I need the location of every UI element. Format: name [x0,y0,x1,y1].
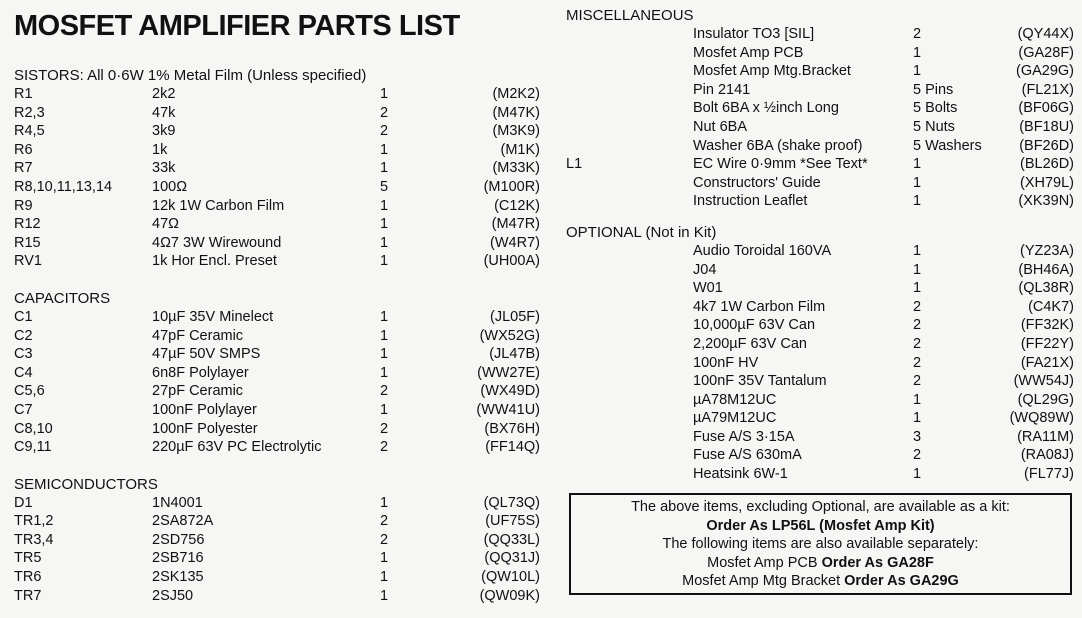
part-qty: 2 [380,513,389,530]
part-ref: L1 [566,156,583,173]
parts-row [566,446,1076,465]
part-description: 12k 1W Carbon Film [152,197,285,214]
part-description: 2SA872A [152,513,214,530]
part-code: (QL73Q) [483,494,540,511]
part-ref: C3 [14,346,33,363]
part-description: 1k [152,141,168,158]
left-column [14,66,544,605]
parts-row [14,308,544,327]
parts-row [14,141,544,160]
part-description: Instruction Leaflet [693,193,808,210]
part-code: (FL77J) [1024,466,1074,483]
part-ref: R15 [14,234,41,251]
part-description: 100nF HV [693,354,759,371]
parts-row [566,298,1076,317]
part-code: (QQ31J) [484,550,540,567]
parts-row [566,465,1076,484]
part-qty: 1 [913,391,922,408]
part-code: (M47R) [491,216,540,233]
parts-row [14,178,544,197]
part-code: (C12K) [494,197,540,214]
part-code: (M47K) [492,104,540,121]
part-qty: 1 [380,160,389,177]
part-ref: TR7 [14,587,42,604]
parts-row [566,81,1076,100]
part-qty: 2 [380,383,389,400]
parts-row [566,137,1076,156]
part-code: (WW41U) [476,401,540,418]
part-code: (FF32K) [1020,317,1074,334]
part-code: (BX76H) [484,420,540,437]
part-code: (FA21X) [1020,354,1074,371]
part-description: J04 [693,261,717,278]
parts-row [566,316,1076,335]
part-code: (QL38R) [1018,280,1074,297]
parts-row [14,327,544,346]
part-code: (M3K9) [492,123,540,140]
part-description: Nut 6BA [693,118,747,135]
part-code: (M100R) [483,178,540,195]
part-qty: 1 [380,327,389,344]
part-qty: 5 Bolts [913,100,958,117]
part-description: Washer 6BA (shake proof) [693,137,863,154]
parts-row [14,345,544,364]
optional-list [566,242,1076,484]
part-description: 3k9 [152,123,176,140]
pcb-order-code: Order As GA28F [821,554,934,571]
optional-heading: OPTIONAL (Not in Kit) [566,223,717,241]
part-description: 100nF Polyester [152,420,258,437]
parts-row [14,215,544,234]
part-ref: TR3,4 [14,531,54,548]
part-qty: 2 [913,447,922,464]
part-description: 27pF Ceramic [152,383,244,400]
part-ref: C8,10 [14,420,53,437]
part-code: (RA08J) [1020,447,1074,464]
kit-line-4 [571,554,1070,573]
parts-row [566,44,1076,63]
parts-row [566,62,1076,81]
parts-row [14,364,544,383]
kit-order-code: Order As LP56L (Mosfet Amp Kit) [706,517,935,534]
part-code: (QW10L) [481,569,540,586]
parts-row [566,428,1076,447]
part-description: Insulator TO3 [SIL] [693,26,815,42]
parts-row [14,85,544,104]
parts-row [14,512,544,531]
parts-row [566,261,1076,280]
part-qty: 1 [913,242,922,259]
part-description: 6n8F Polylayer [152,364,249,381]
part-code: (WQ89W) [1009,410,1074,427]
part-description: 47pF Ceramic [152,327,244,344]
part-description: 100nF Polylayer [152,401,257,418]
part-description: EC Wire 0·9mm *See Text* [693,156,868,173]
kit-line-3: The following items are also available separately: [662,536,979,552]
part-ref: RV1 [14,253,42,270]
part-code: (FL21X) [1021,81,1074,98]
part-qty: 1 [913,466,922,483]
part-ref: R12 [14,216,41,233]
parts-row [14,122,544,141]
part-description: Mosfet Amp PCB [693,44,804,61]
part-description: 2SB716 [152,550,204,567]
parts-row [566,242,1076,261]
part-qty: 2 [913,298,922,315]
parts-row [566,155,1076,174]
part-description: 4k7 1W Carbon Film [693,298,826,315]
part-description: Audio Toroidal 160VA [693,242,832,259]
parts-row [14,494,544,513]
part-qty: 1 [913,280,922,297]
parts-row [14,420,544,439]
part-description: Mosfet Amp Mtg.Bracket [693,63,851,80]
part-code: (WX49D) [480,383,540,400]
part-description: Bolt 6BA x ½inch Long [693,100,839,117]
capacitors-list [14,308,544,457]
part-code: (BH46A) [1018,261,1074,278]
parts-row [566,354,1076,373]
part-description: 47Ω [152,216,179,233]
part-code: (C4K7) [1028,298,1074,315]
parts-row [566,99,1076,118]
part-description: 2SD756 [152,531,205,548]
part-qty: 1 [913,44,922,61]
part-qty: 1 [913,156,922,173]
part-qty: 1 [913,63,922,80]
right-column [566,6,1076,484]
semiconductors-heading: SEMICONDUCTORS [14,475,158,493]
part-qty: 1 [380,197,389,214]
part-qty: 2 [380,439,389,456]
part-qty: 2 [913,317,922,334]
part-description: 1k Hor Encl. Preset [152,253,277,270]
part-code: (M1K) [500,141,540,158]
part-ref: TR1,2 [14,513,54,530]
part-qty: 1 [380,401,389,418]
part-description: Heatsink 6W-1 [693,466,788,483]
kit-line-5 [571,572,1070,591]
parts-row [14,104,544,123]
part-code: (BF18U) [1019,118,1074,135]
part-qty: 2 [380,531,389,548]
part-qty: 1 [380,216,389,233]
part-qty: 1 [913,410,922,427]
part-description: 10µF 35V Minelect [152,308,274,325]
part-description: 100nF 35V Tantalum [693,373,827,390]
parts-row [566,118,1076,137]
part-ref: R4,5 [14,123,45,140]
part-code: (RA11M) [1017,428,1074,445]
part-qty: 1 [380,141,389,158]
part-code: (GA29G) [1015,63,1074,80]
bracket-text: Mosfet Amp Mtg Bracket [682,573,845,589]
part-ref: C2 [14,327,33,344]
part-code: (WW27E) [477,364,540,381]
part-code: (M2K2) [492,86,540,102]
part-qty: 1 [913,174,922,191]
part-description: Fuse A/S 3·15A [693,428,795,445]
part-description: Fuse A/S 630mA [693,447,802,464]
part-ref: R9 [14,197,33,214]
part-qty: 2 [913,373,922,390]
part-description: 2,200µF 63V Can [693,335,807,352]
part-qty: 1 [380,346,389,363]
part-code: (FF14Q) [485,439,540,456]
part-qty: 1 [380,569,389,586]
part-code: (UH00A) [483,253,540,270]
part-description: 100Ω [152,178,188,195]
part-ref: TR5 [14,550,42,567]
part-description: 2k2 [152,86,176,102]
part-description: 1N4001 [152,494,203,511]
resistors-heading: SISTORS: All 0·6W 1% Metal Film (Unless specified) [14,67,367,84]
part-description: µA79M12UC [693,410,777,427]
part-code: (QQ33L) [483,531,540,548]
part-code: (YZ23A) [1020,242,1074,259]
pcb-text: Mosfet Amp PCB [707,554,822,571]
part-qty: 1 [380,587,389,604]
parts-row [14,568,544,587]
part-code: (XK39N) [1018,193,1074,210]
part-description: 4Ω7 3W Wirewound [152,234,282,251]
part-qty: 2 [913,335,922,352]
part-description: 47k [152,104,176,121]
parts-row [14,438,544,457]
capacitors-heading: CAPACITORS [14,289,111,307]
part-code: (QY44X) [1017,26,1074,42]
part-ref: C4 [14,364,33,381]
part-description: 220µF 63V PC Electrolytic [152,439,322,456]
part-qty: 5 Pins [913,81,954,98]
parts-row [566,335,1076,354]
part-description: µA78M12UC [693,391,777,408]
part-ref: TR6 [14,569,42,586]
part-qty: 5 Nuts [913,118,955,135]
parts-row [14,382,544,401]
part-description: 47µF 50V SMPS [152,346,261,363]
part-ref: R2,3 [14,104,45,121]
part-description: 2SK135 [152,569,204,586]
parts-row [14,531,544,550]
part-qty: 1 [913,193,922,210]
part-qty: 5 [380,178,389,195]
part-qty: 1 [380,86,389,102]
parts-row [566,192,1076,211]
part-code: (FF22Y) [1020,335,1074,352]
parts-row [14,252,544,271]
semiconductors-list [14,494,544,606]
parts-row [566,25,1076,44]
miscellaneous-list [566,25,1076,211]
kit-info-box [569,493,1072,595]
bracket-order-code: Order As GA29G [844,573,959,589]
part-qty: 1 [380,253,389,270]
part-ref: R6 [14,141,33,158]
part-qty: 1 [380,308,389,325]
part-qty: 1 [913,261,922,278]
part-code: (WW54J) [1013,373,1074,390]
part-code: (W4R7) [490,234,540,251]
parts-row [14,401,544,420]
resistors-list [14,85,544,271]
part-description: Constructors' Guide [693,174,821,191]
part-qty: 3 [913,428,922,445]
parts-row [566,372,1076,391]
page-title: MOSFET AMPLIFIER PARTS LIST [14,10,460,42]
part-description: 33k [152,160,176,177]
part-description: 2SJ50 [152,587,194,604]
part-code: (M33K) [492,160,540,177]
parts-row [14,549,544,568]
parts-row [566,279,1076,298]
part-qty: 2 [380,104,389,121]
miscellaneous-heading: MISCELLANEOUS [566,7,694,24]
part-code: (JL05F) [490,308,540,325]
part-code: (BF06G) [1018,100,1074,117]
part-qty: 2 [380,123,389,140]
part-description: 10,000µF 63V Can [693,317,816,334]
part-code: (BF26D) [1019,137,1074,154]
part-code: (JL47B) [489,346,540,363]
part-description: W01 [693,280,723,297]
part-qty: 1 [380,494,389,511]
part-code: (WX52G) [479,327,540,344]
part-ref: R7 [14,160,33,177]
part-code: (UF75S) [485,513,540,530]
part-qty: 5 Washers [913,137,982,154]
part-qty: 2 [380,420,389,437]
part-code: (QL29G) [1017,391,1074,408]
parts-row [566,409,1076,428]
part-ref: R1 [14,86,33,102]
part-qty: 2 [913,354,922,371]
part-ref: C7 [14,401,33,418]
parts-row [14,159,544,178]
parts-row [566,391,1076,410]
part-description: Pin 2141 [693,81,751,98]
parts-row [14,197,544,216]
parts-row [14,587,544,606]
part-qty: 1 [380,234,389,251]
part-qty: 1 [380,364,389,381]
part-qty: 2 [913,26,922,42]
parts-row [14,234,544,253]
kit-line-1: The above items, excluding Optional, are available as a kit: [631,499,1010,515]
parts-row [566,174,1076,193]
part-ref: C1 [14,308,33,325]
part-code: (BL26D) [1020,156,1074,173]
part-ref: D1 [14,494,33,511]
part-code: (GA28F) [1018,44,1074,61]
part-qty: 1 [380,550,389,567]
part-code: (QW09K) [479,587,540,604]
part-ref: R8,10,11,13,14 [14,178,113,195]
part-ref: C5,6 [14,383,45,400]
part-code: (XH79L) [1020,174,1074,191]
part-ref: C9,11 [14,439,52,456]
